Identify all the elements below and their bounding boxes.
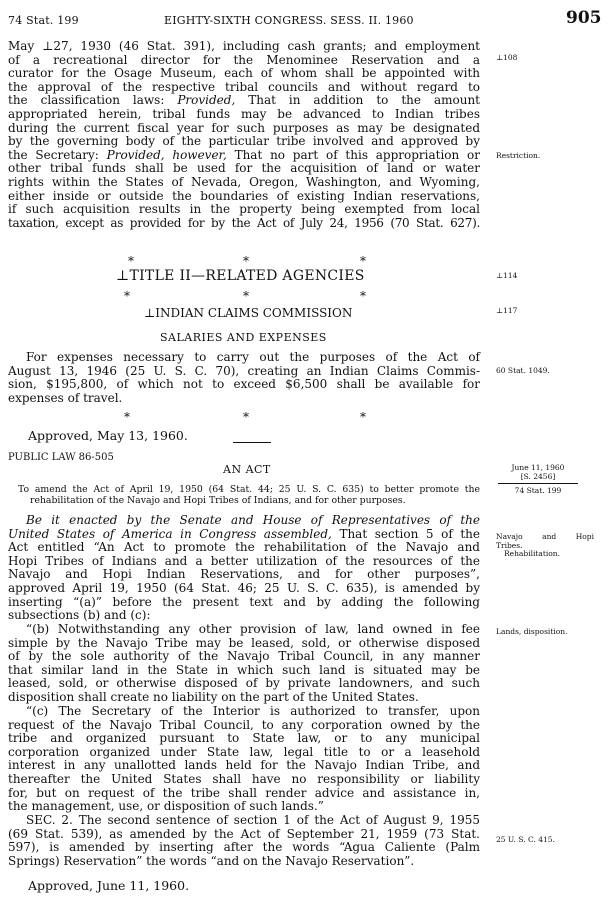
text-run: That in addition to the amount <box>235 93 480 108</box>
text-line: appropriated herein, tribal funds may be advanced to Indian tribes <box>8 106 480 121</box>
act-purpose <box>18 484 480 506</box>
ellipsis-star: * <box>360 410 366 424</box>
text-line: Springs) Reservation” the words “and on the Navajo Reservation”. <box>8 853 415 868</box>
text-line: simple by the Navajo Tribe may be leased, sold, or otherwise disposed <box>8 635 480 650</box>
margin-note-navajo: Navajo and Hopi <box>496 532 594 541</box>
ellipsis-star: * <box>360 254 366 268</box>
text-line: inserting “(a)” before the present text and by adding the following <box>8 594 480 609</box>
ellipsis-star: * <box>128 254 134 268</box>
text-line: that similar land in the State in which such land is situated may be <box>8 662 480 677</box>
text-line: leased, sold, or otherwise disposed of by private landowners, and such <box>8 676 480 691</box>
paragraph-subsection-c <box>8 705 480 814</box>
paragraph-section-2 <box>8 814 480 868</box>
text-line <box>8 94 480 108</box>
text-run: That section 5 of the <box>331 526 480 541</box>
margin-note-114: ⊥114 <box>496 271 518 280</box>
divider-rule <box>233 442 271 443</box>
text-run: the Secretary: <box>8 147 107 162</box>
paragraph-subsection-b <box>8 623 480 705</box>
margin-note-bill: [S. 2456] <box>520 472 556 481</box>
margin-note-108: ⊥108 <box>496 53 518 62</box>
text-line: Act entitled “An Act to promote the rehabilitation of the Navajo and <box>8 540 480 555</box>
text-line <box>8 528 480 542</box>
text-line: during the current fiscal year for such purposes as may be designated <box>8 120 480 135</box>
page-number: 905 <box>566 8 602 28</box>
text-line: “(b) Notwithstanding any other provision of law, land owned in fee <box>26 622 480 636</box>
text-line <box>8 149 480 163</box>
text-line: approved April 19, 1950 (64 Stat. 46; 25 U. S. C. 635), is amended by <box>8 580 480 595</box>
text-line: May ⊥27, 1930 (46 Stat. 391), including cash grants; and employment <box>8 39 480 53</box>
salaries-heading: SALARIES AND EXPENSES <box>160 331 327 344</box>
ellipsis-star: * <box>360 289 366 303</box>
text-line: SEC. 2. The second sentence of section 1 of the Act of August 9, 1955 <box>26 813 480 827</box>
approved-date: Approved, June 11, 1960. <box>28 878 190 893</box>
paragraph-appropriation <box>8 40 480 230</box>
text-run: the classification laws: <box>8 93 178 108</box>
text-line: curator for the Osage Museum, each of whom shall be appointed with <box>8 66 480 81</box>
margin-note-rehabilitation: Rehabilitation. <box>504 549 561 558</box>
text-line: (69 Stat. 539), as amended by the Act of September 21, 1959 (73 Stat. <box>8 826 480 841</box>
text-line: For expenses necessary to carry out the purposes of the Act of <box>26 350 480 364</box>
text-line: the approval of the respective tribal councils and without regard to <box>8 79 480 94</box>
text-line: corporation organized under State law, legal title to or a leasehold <box>8 744 480 759</box>
text-line: August 13, 1946 (25 U. S. C. 70), creating an Indian Claims Commis- <box>8 363 480 378</box>
margin-rule <box>498 483 578 484</box>
text-line: taxation, except as provided for by the Act of July 24, 1956 (70 Stat. 627). <box>8 215 480 230</box>
enacting-italic: Be it enacted by the Senate and House of Representatives of the <box>26 513 480 527</box>
ellipsis-star: * <box>243 254 249 268</box>
text-line: 597), is amended by inserting after the words “Agua Caliente (Palm <box>8 840 480 855</box>
margin-note-navajo-tribes: Tribes. <box>496 541 523 550</box>
ellipsis-star: * <box>124 410 130 424</box>
text-line <box>8 514 480 528</box>
commission-heading: ⊥INDIAN CLAIMS COMMISSION <box>144 306 353 320</box>
text-line: rehabilitation of the Navajo and Hopi Tribes of Indians, and for other purposes. <box>30 495 406 506</box>
margin-note-stat-199: 74 Stat. 199 <box>514 486 562 495</box>
text-line: for, but on request of the tribe shall render advice and assistance in, <box>8 785 480 800</box>
margin-note-stat-1049: 60 Stat. 1049. <box>496 366 550 375</box>
text-line: if such acquisition results in the property being exempted from local <box>8 202 480 217</box>
margin-note-25-usc-415: 25 U. S. C. 415. <box>496 835 555 844</box>
running-head-left: 74 Stat. 199 <box>8 14 79 27</box>
text-line: by the governing body of the particular tribe involved and approved by <box>8 134 480 149</box>
enacting-italic: United States of America in Congress assembled, <box>8 526 332 541</box>
text-line: subsections (b) and (c): <box>8 608 151 623</box>
text-line: sion, $195,800, of which not to exceed $6,500 shall be available for <box>8 377 480 392</box>
text-line: either inside or outside the boundaries of existing Indian reservations, <box>8 188 480 203</box>
title-heading: ⊥TITLE II—RELATED AGENCIES <box>116 268 365 284</box>
margin-note-117: ⊥117 <box>496 306 518 315</box>
text-line: request of the Navajo Tribal Council, to any corporation owned by the <box>8 717 480 732</box>
text-line: of a recreational director for the Menominee Reservation and a <box>8 52 480 67</box>
paragraph-enacting-clause <box>8 514 480 623</box>
text-line: “(c) The Secretary of the Interior is authorized to transfer, upon <box>26 704 480 718</box>
an-act-heading: AN ACT <box>223 463 271 476</box>
margin-note-restriction: Restriction. <box>496 151 541 160</box>
margin-note-date: June 11, 1960 <box>511 463 565 472</box>
text-line: expenses of travel. <box>8 390 123 405</box>
text-line: rights within the States of Nevada, Oregon, Washington, and Wyoming, <box>8 174 480 189</box>
margin-note-lands-disposition: Lands, disposition. <box>496 627 568 636</box>
paragraph-commission-expenses <box>8 351 480 405</box>
text-line: the management, use, or disposition of such lands.” <box>8 799 324 814</box>
proviso-italic: Provided, however, <box>106 147 227 162</box>
running-head-center: EIGHTY-SIXTH CONGRESS. SESS. II. 1960 <box>164 14 414 27</box>
ellipsis-star: * <box>243 289 249 303</box>
text-line: other tribal funds shall be used for the acquisition of land or water <box>8 161 480 176</box>
text-line: disposition shall create no liability on the part of the United States. <box>8 689 419 704</box>
text-line: of by the sole authority of the Navajo Tribal Council, in any manner <box>8 649 480 664</box>
ellipsis-star: * <box>124 289 130 303</box>
ellipsis-star: * <box>243 410 249 424</box>
public-law-number: PUBLIC LAW 86-505 <box>8 452 114 463</box>
approved-date: Approved, May 13, 1960. <box>28 428 188 443</box>
text-line: Hopi Tribes of Indians and a better utilization of the resources of the <box>8 553 480 568</box>
text-line: interest in any unallotted lands held for the Navajo Indian Tribe, and <box>8 758 480 773</box>
text-line: thereafter the United States shall have no responsibility or liability <box>8 771 480 786</box>
text-run: That no part of this appropriation or <box>226 147 481 162</box>
proviso-italic: Provided, <box>177 93 236 108</box>
text-line: To amend the Act of April 19, 1950 (64 Stat. 44; 25 U. S. C. 635) to better promote the <box>18 484 480 495</box>
text-line: tribe and organized pursuant to State law, or to any municipal <box>8 731 480 746</box>
text-line: Navajo and Hopi Indian Reservations, and for other purposes”, <box>8 567 480 582</box>
